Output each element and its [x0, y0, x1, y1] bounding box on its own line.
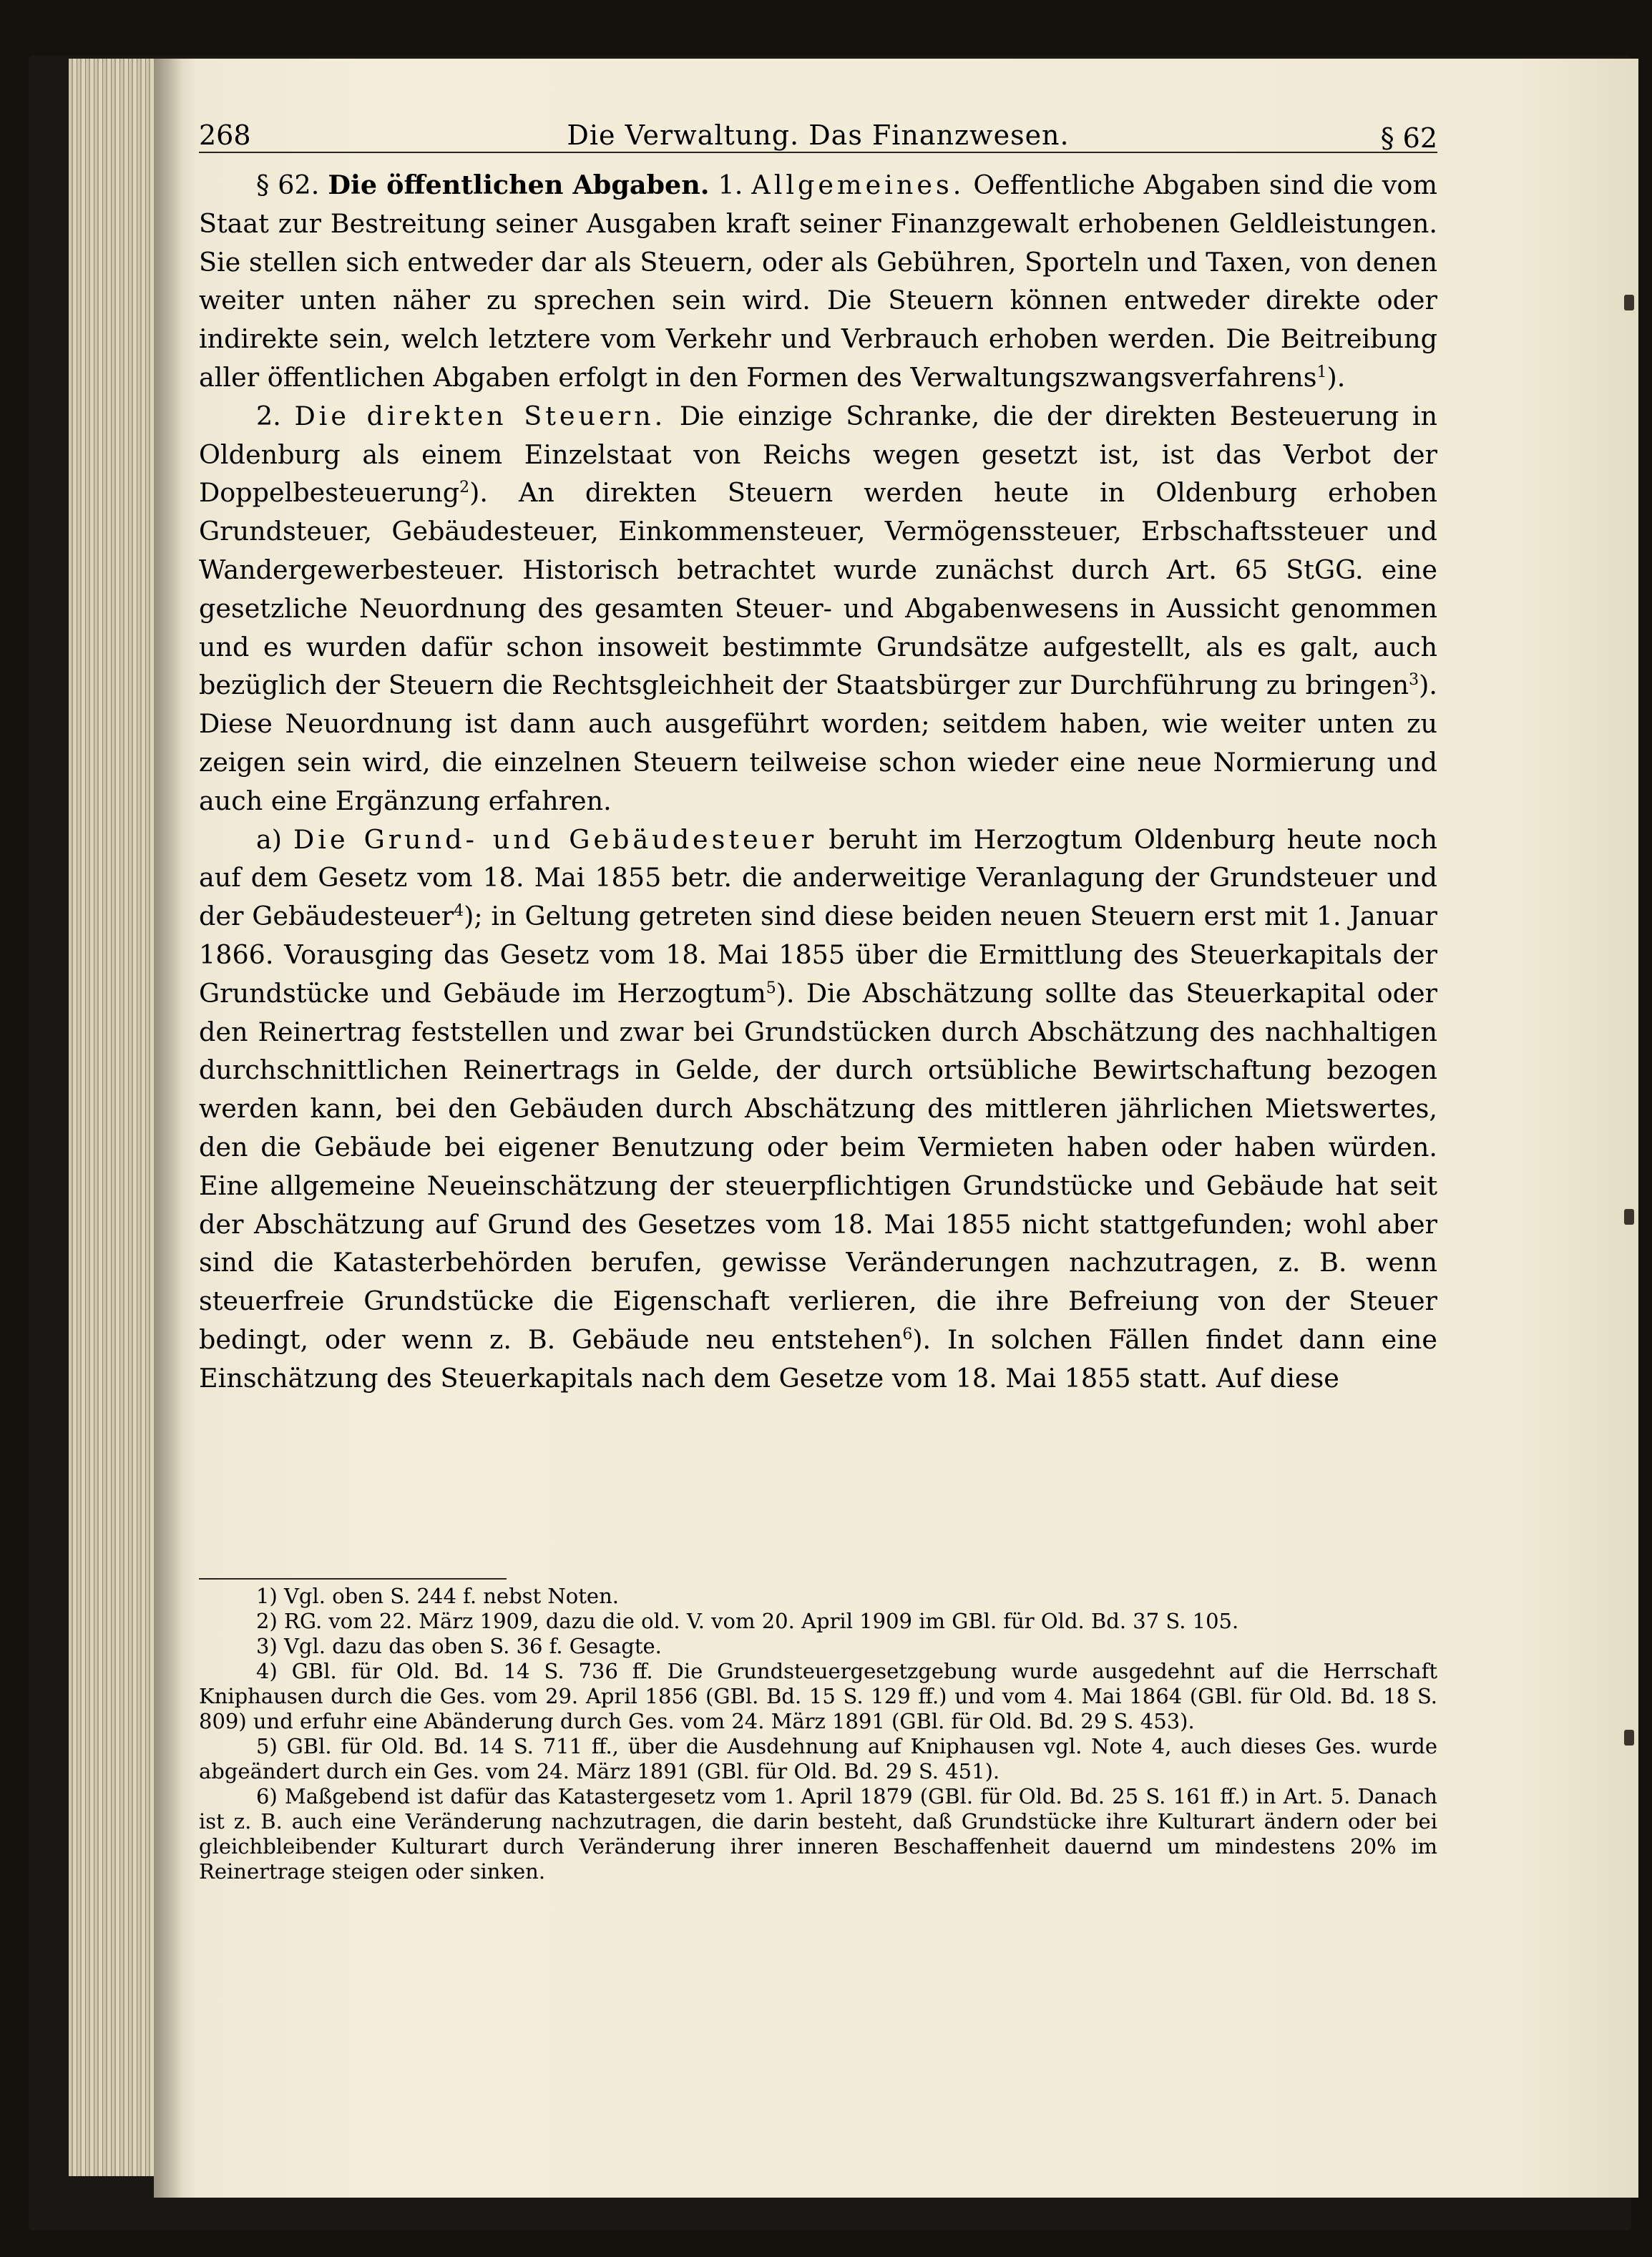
footnote: 5) GBl. für Old. Bd. 14 S. 711 ff., über die Ausdehnung auf Kniphausen vgl. Note 4, auch dieses Ges. wurde abgeändert durch ein Ges. vom 24. März 1891 (GBl. für Old. Bd. 29 S. 451).: [199, 1734, 1437, 1783]
paragraph-text: beruht im Herzogtum Oldenburg heute noch auf dem Gesetz vom 18. Mai 1855 betr. die anderweitige Veranlagung der Grundsteuer und der Gebäudesteuer: [199, 823, 1437, 932]
footnote-ref: 2: [459, 479, 470, 497]
paragraph-text: ); in Geltung getreten sind diese beiden neuen Steuern erst mit 1. Januar 1866. Vorausging das Gesetz vom 18. Mai 1855 über die Ermittlung des Steuerkapitals der Grundstücke und Gebäude im Herzogtum: [199, 901, 1437, 1009]
body-text: [199, 166, 1437, 1398]
paragraph-general: [199, 166, 1437, 397]
footnote: 6) Maßgebend ist dafür das Katastergesetz vom 1. April 1879 (GBl. für Old. Bd. 25 S. 161 ff.) in Art. 5. Danach ist z. B. auch eine Veränderung nachzutragen, die darin besteht, daß Grundstücke ihre Kulturart ändern oder bei gleichbleibender Kulturart durch Veränderung ihrer inneren Beschaffenheit dauernd um mindestens 20% im Reinertrage steigen oder sinken.: [199, 1784, 1437, 1884]
gutter-shadow: [154, 59, 182, 2198]
subsection-number: a): [256, 823, 283, 855]
subsection-heading: Die Grund- und Gebäudesteuer: [293, 823, 818, 855]
running-title: Die Verwaltung. Das Finanzwesen.: [567, 119, 1070, 151]
footnote: 3) Vgl. dazu das oben S. 36 f. Gesagte.: [256, 1634, 662, 1658]
footnote-ref: 1: [1316, 363, 1327, 381]
page-edge-mark: [1624, 1730, 1634, 1746]
section-number: § 62.: [256, 170, 320, 200]
paragraph-text: Oeffentliche Abgaben sind die vom Staat zur Bestreitung seiner Ausgaben kraft seiner Finanzgewalt erhobenen Geldleistungen. Sie stellen sich entweder dar als Steuern, oder als Gebühren, Sporteln und Taxen, von denen weiter unten näher zu sprechen sein wird. Die Steuern können entweder direkte oder indirekte sein, welch letztere vom Verkehr und Verbrauch erhoben werden. Die Beitreibung aller öffentlichen Abgaben erfolgt in den Formen des Verwaltungszwangsverfahrens: [199, 170, 1437, 393]
subsection-number: 1.: [718, 170, 743, 200]
footnote: 2) RG. vom 22. März 1909, dazu die old. V. vom 20. April 1909 im GBl. für Old. Bd. 37 S. 105.: [256, 1609, 1239, 1633]
section-heading: Die öffentlichen Abgaben.: [328, 170, 710, 200]
page-edges: [69, 59, 162, 2176]
subsection-heading: Die direkten Steuern.: [294, 400, 667, 431]
paragraph-text: ). Diese Neuordnung ist dann auch ausgeführt worden; seitdem haben, wie weiter unten zu zeigen sein wird, die einzelnen Steuern teilweise schon wieder eine neue Normierung und auch eine Ergänzung erfahren.: [199, 670, 1437, 816]
page-edge-mark: [1624, 295, 1634, 310]
paragraph-land-tax: [199, 821, 1437, 1398]
subsection-number: 2.: [256, 400, 281, 431]
footnote: 1) Vgl. oben S. 244 f. nebst Noten.: [256, 1584, 619, 1608]
page-edge-mark: [1624, 1209, 1634, 1225]
paragraph-text: ). In solchen Fällen findet dann eine Einschätzung des Steuerkapitals nach dem Gesetze vom 18. Mai 1855 statt. Auf diese: [199, 1323, 1437, 1394]
paragraph-text: ). Die Abschätzung sollte das Steuerkapital oder den Reinertrag feststellen und zwar bei Grundstücken durch Abschätzung des nachhaltigen durchschnittlichen Reinertrags in Gelde, der durch ortsübliche Bewirtschaftung bezogen werden kann, bei den Gebäuden durch Abschätzung des mittleren jährlichen Mietswertes, den die Gebäude bei eigener Benutzung oder beim Vermieten haben oder haben würden. Eine allgemeine Neueinschätzung der steuerpflichtigen Grundstücke und Gebäude hat seit der Abschätzung auf Grund des Gesetzes vom 18. Mai 1855 nicht stattgefunden; wohl aber sind die Katasterbehörden berufen, gewisse Veränderungen nachzutragen, z. B. wenn steuerfreie Grundstücke die Eigenschaft verlieren, die ihre Befreiung von der Steuer bedingt, oder wenn z. B. Gebäude neu entstehen: [199, 977, 1437, 1355]
section-marker: § 62: [1380, 122, 1437, 154]
footnote-ref: 3: [1409, 671, 1419, 690]
paragraph-direct-taxes: [199, 397, 1437, 821]
footnote-ref: 6: [902, 1325, 913, 1343]
page-number: 268: [199, 119, 251, 151]
footnote-ref: 4: [454, 901, 464, 920]
header-rule: [199, 152, 1437, 153]
paragraph-text: ).: [1326, 361, 1346, 393]
footnote-rule: [199, 1578, 507, 1580]
footnote-ref: 5: [766, 979, 776, 997]
subsection-heading: Allgemeines.: [751, 170, 965, 200]
paragraph-text: Die einzige Schranke, die der direkten Besteuerung in Oldenburg als einem Einzelstaat von Reichs wegen gesetzt ist, ist das Verbot der Doppelbesteuerung: [199, 400, 1438, 509]
paragraph-text: ). An direkten Steuern werden heute in Oldenburg erhoben Grundsteuer, Gebäudesteuer, Einkommensteuer, Vermögenssteuer, Erbschaftssteuer und Wandergewerbesteuer. Historisch betrachtet wurde zunächst durch Art. 65 StGG. eine gesetzliche Neuordnung des gesamten Steuer- und Abgabenwesens in Aussicht genommen und es wurden dafür schon insoweit bestimmte Grundsätze aufgestellt, als es galt, auch bezüglich der Steuern die Rechtsgleichheit der Staatsbürger zur Durchführung zu bringen: [199, 477, 1437, 701]
footnotes: [199, 1584, 1437, 1884]
running-header: [199, 119, 1437, 152]
footnote: 4) GBl. für Old. Bd. 14 S. 736 ff. Die Grundsteuergesetzgebung wurde ausgedehnt auf die Herrschaft Kniphausen durch die Ges. vom 29. April 1856 (GBl. Bd. 15 S. 129 ff.) und vom 4. Mai 1864 (GBl. für Old. Bd. 18 S. 809) und erfuhr eine Abänderung durch Ges. vom 24. März 1891 (GBl. für Old. Bd. 29 S. 453).: [199, 1659, 1437, 1733]
